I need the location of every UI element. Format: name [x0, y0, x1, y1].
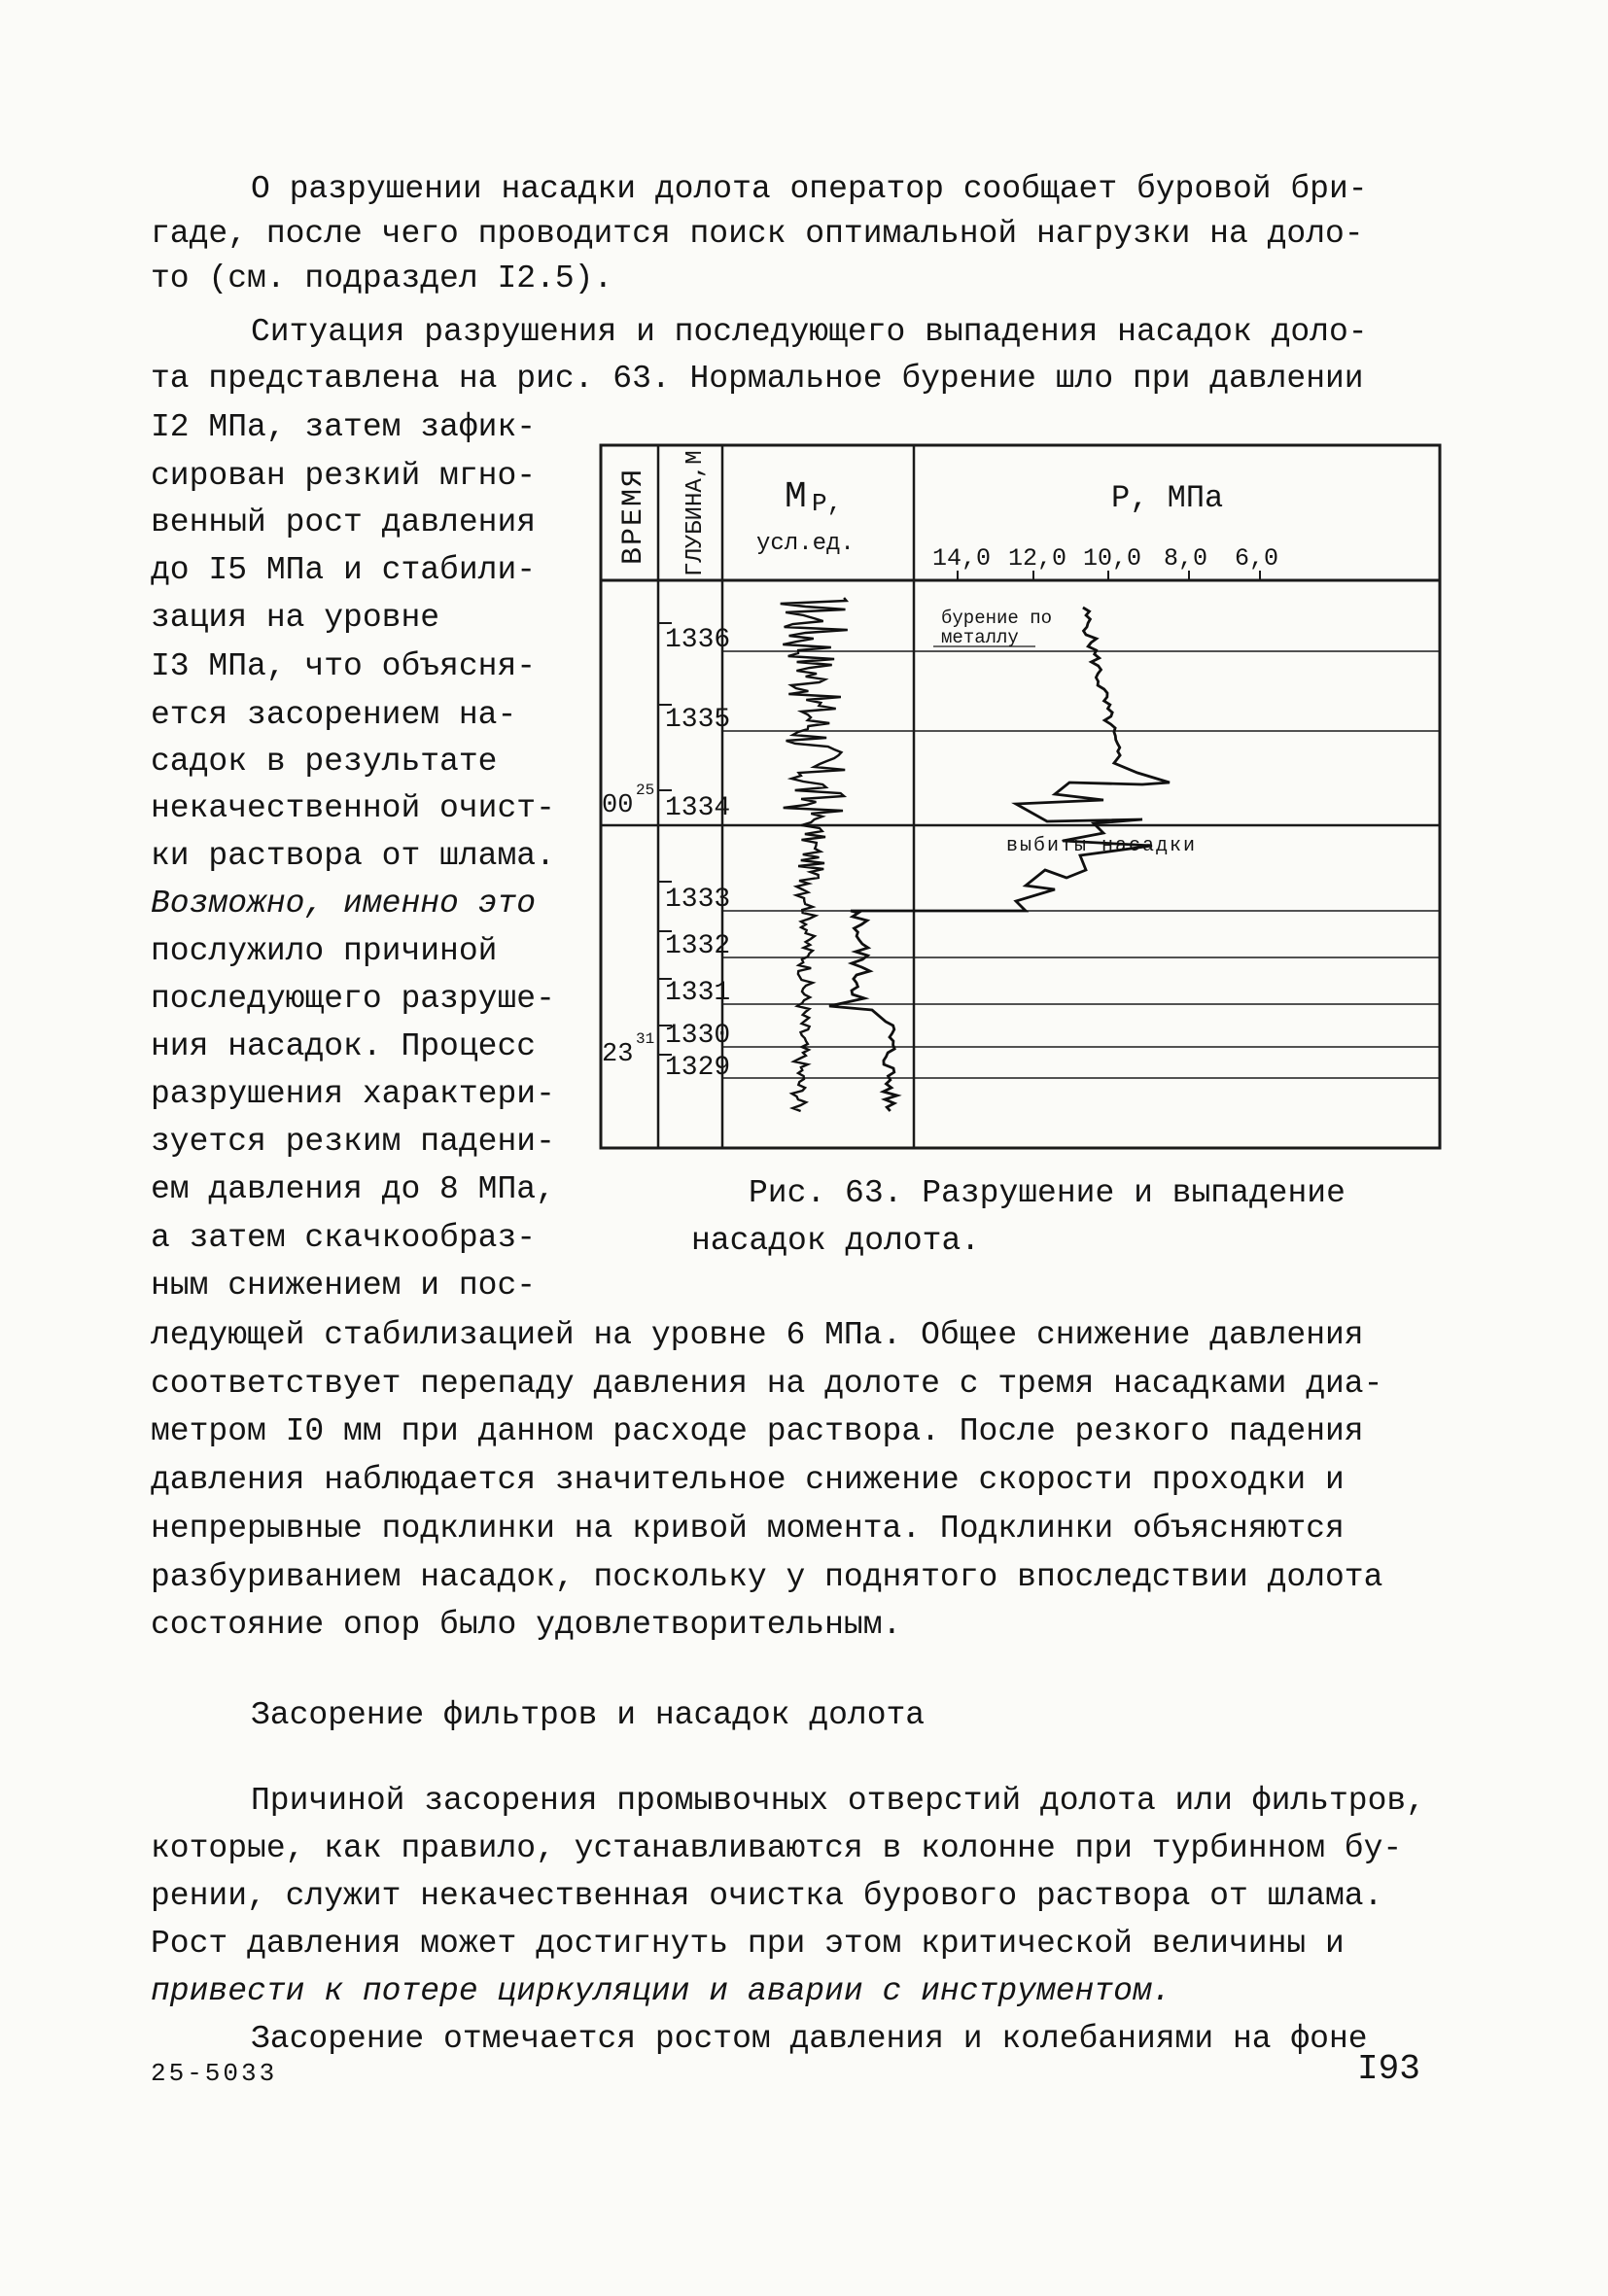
time-mark-minute: 25	[636, 782, 655, 799]
section-line: рении, служит некачественная очистка бурового раствора от шлама.	[151, 1878, 1383, 1914]
p-axis-tick-label: 14,0	[932, 544, 992, 573]
side-line: I2 МПа, затем зафик-	[151, 409, 537, 445]
section-line: Рост давления может достигнуть при этом критической величины и	[151, 1926, 1345, 1962]
page-number: I93	[1357, 2049, 1420, 2089]
side-line: а затем скачкообраз-	[151, 1220, 537, 1256]
side-line: ем давления до 8 МПа,	[151, 1171, 555, 1207]
situation-line-1: Ситуация разрушения и последующего выпадения насадок доло-	[251, 314, 1368, 350]
depth-label: 1334	[665, 793, 731, 823]
depth-label: 1336	[665, 625, 731, 655]
time-mark-hour: 23	[602, 1040, 634, 1069]
side-line: I3 МПа, что объясня-	[151, 648, 537, 684]
side-line: ки раствора от шлама.	[151, 838, 555, 874]
footer-code: 25-5033	[151, 2059, 278, 2088]
depth-label: 1335	[665, 705, 731, 735]
side-line: зация на уровне	[151, 600, 440, 636]
after-line: соответствует перепаду давления на долоте с тремя насадками диа-	[151, 1366, 1383, 1402]
header-mp-units: усл.ед.	[756, 531, 855, 557]
p-axis-tick-label: 6,0	[1235, 544, 1279, 573]
torque-curve-mp	[781, 598, 848, 1111]
side-line: ния насадок. Процесс	[151, 1028, 537, 1064]
intro-line-1: О разрушении насадки долота оператор сообщает буровой бри-	[251, 171, 1368, 207]
figure-63-chart	[598, 442, 1444, 1152]
figure-caption-line-1: Рис. 63. Разрушение и выпадение	[749, 1175, 1346, 1211]
side-line: последующего разруше-	[151, 981, 555, 1017]
side-line: Возможно, именно это	[151, 886, 537, 922]
annotation-drilling-metal-1: бурение по	[941, 608, 1053, 629]
annotation-drilling-metal-2: металлу	[941, 627, 1019, 648]
after-line: непрерывные подклинки на кривой момента. Подклинки объясняются	[151, 1511, 1345, 1547]
after-line: разбуриванием насадок, поскольку у поднятого впоследствии долота	[151, 1559, 1383, 1595]
header-mp-main: М	[785, 476, 807, 518]
header-mp-sub: Р,	[812, 489, 843, 518]
intro-line-2: гаде, после чего проводится поиск оптимальной нагрузки на доло-	[151, 216, 1364, 252]
side-line: некачественной очист-	[151, 790, 555, 826]
last-line: Засорение отмечается ростом давления и колебаниями на фоне	[251, 2021, 1368, 2057]
side-line: до I5 МПа и стабили-	[151, 552, 537, 588]
after-line: ледующей стабилизацией на уровне 6 МПа. Общее снижение давления	[151, 1317, 1364, 1353]
depth-label: 1331	[665, 978, 731, 1008]
depth-label: 1333	[665, 885, 731, 915]
section-line: которые, как правило, устанавливаются в колонне при турбинном бу-	[151, 1830, 1403, 1866]
depth-label: 1330	[665, 1021, 731, 1051]
p-axis-ticks	[932, 544, 1278, 580]
side-line: послужило причиной	[151, 933, 498, 969]
depth-label: 1329	[665, 1053, 731, 1083]
side-line: сирован резкий мгно-	[151, 458, 537, 494]
depth-label: 1332	[665, 931, 731, 961]
pressure-curve-p	[829, 608, 1170, 1111]
side-line: венный рост давления	[151, 504, 537, 540]
side-line: разрушения характери-	[151, 1076, 555, 1112]
figure-caption-line-2: насадок долота.	[691, 1223, 981, 1259]
time-mark-minute: 31	[636, 1030, 655, 1048]
situation-line-2: та представлена на рис. 63. Нормальное бурение шло при давлении	[151, 361, 1364, 397]
p-axis-tick-label: 10,0	[1083, 544, 1142, 573]
section-heading: Засорение фильтров и насадок долота	[251, 1697, 926, 1733]
header-time-label: ВРЕМЯ	[617, 467, 650, 565]
side-line: ным снижением и пос-	[151, 1268, 537, 1304]
time-mark-hour: 00	[602, 791, 634, 820]
side-line: ется засорением на-	[151, 697, 517, 733]
after-line: давления наблюдается значительное снижение скорости проходки и	[151, 1462, 1345, 1498]
header-depth-label: ГЛУБИНА,М	[682, 450, 709, 576]
section-line: привести к потере циркуляции и аварии с инструментом.	[151, 1973, 1171, 2009]
after-line: состояние опор было удовлетворительным.	[151, 1607, 902, 1643]
side-line: зуется резким падени-	[151, 1124, 555, 1160]
p-axis-tick-label: 12,0	[1008, 544, 1067, 573]
section-line: Причиной засорения промывочных отверстий долота или фильтров,	[251, 1783, 1425, 1819]
annotation-nozzles-knocked: выбиты насадки	[1006, 835, 1198, 857]
figure-svg	[598, 442, 1444, 1152]
p-axis-tick-label: 8,0	[1164, 544, 1208, 573]
depth-labels	[665, 625, 730, 1083]
header-p-label: Р, МПа	[1111, 480, 1224, 516]
after-line: метром I0 мм при данном расходе раствора. После резкого падения	[151, 1413, 1364, 1449]
intro-line-3: то (см. подраздел I2.5).	[151, 261, 613, 296]
side-line: садок в результате	[151, 744, 498, 780]
